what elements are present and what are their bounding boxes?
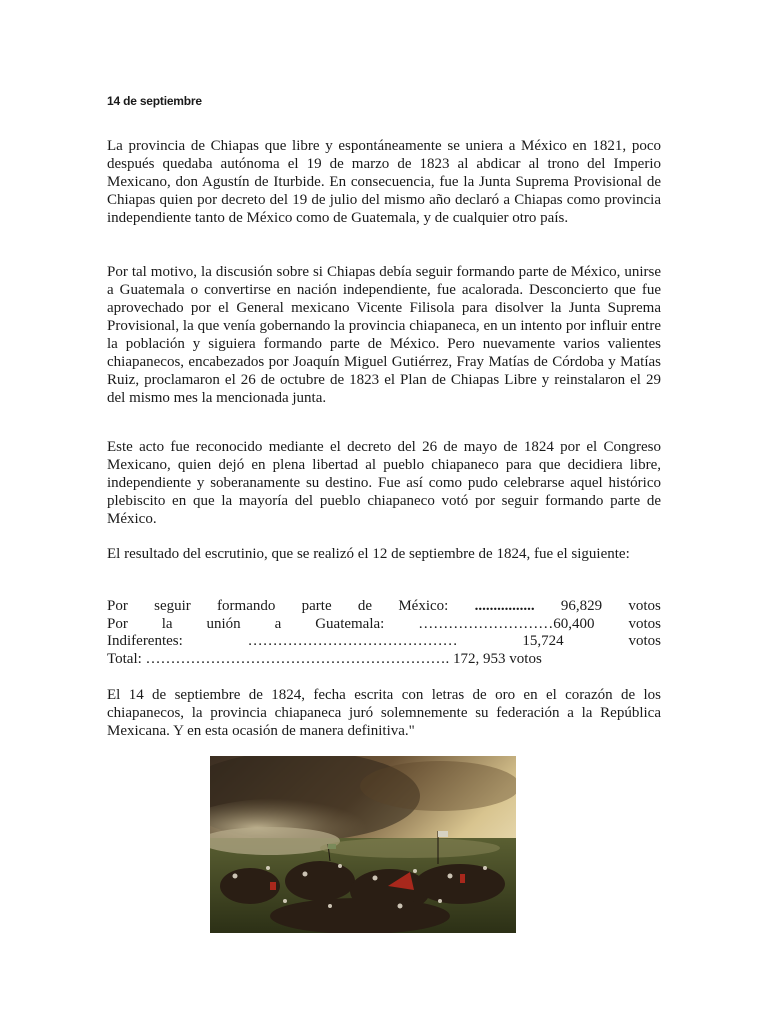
vote-word: Guatemala:	[315, 615, 385, 632]
vote-row-guatemala	[107, 616, 661, 634]
vote-word: a	[274, 615, 282, 632]
vote-word: la	[161, 615, 173, 632]
vote-word: Por	[107, 615, 128, 632]
paragraph-3: Este acto fue reconocido mediante el decreto del 26 de mayo de 1824 por el Congreso Mexicano, quien dejó en plena libertad al pueblo chiapaneco para que decidiera libre, independiente y soberanamente su destino. Fue así como pudo celebrarse aquel histórico plebiscito en que la mayoría del pueblo chiapaneco votó por seguir formando parte de México.	[107, 439, 661, 527]
vote-word: unión	[206, 615, 241, 632]
vote-row-total	[107, 651, 661, 669]
vote-unit: votos	[628, 615, 661, 632]
paragraph-4: El resultado del escrutinio, que se realizó el 12 de septiembre de 1824, fue el siguiente:	[107, 546, 630, 562]
vote-results	[107, 598, 661, 668]
battle-painting-image	[210, 756, 516, 933]
vote-word: Por	[107, 598, 128, 614]
paragraph-5: El 14 de septiembre de 1824, fecha escrita con letras de oro en el corazón de los chiapanecos, la provincia chiapaneca juró solemnemente su federación a la República Mexicana. Y en esta ocasión de manera definitiva."	[107, 687, 661, 739]
vote-word: Indiferentes:	[107, 633, 183, 649]
vote-count: ………………………60,400	[418, 615, 595, 632]
vote-unit: votos	[628, 598, 661, 614]
vote-dots: ................	[474, 598, 535, 614]
vote-word: seguir	[154, 598, 191, 614]
vote-row-mexico	[107, 598, 661, 616]
vote-word: México:	[398, 598, 449, 614]
date-heading: 14 de septiembre	[107, 94, 202, 108]
vote-unit: votos	[628, 633, 661, 649]
paragraph-2: Por tal motivo, la discusión sobre si Chiapas debía seguir formando parte de México, unirse a Guatemala o convertirse en nación independiente, fue acalorada. Desconcierto que fue aprovechado por el General mexicano Vicente Filisola para disolver la Junta Suprema Provisional, la que venía gobernando la provincia chiapaneca, en un intento por influir entre la población y siguiera formando parte de México. Pero nuevamente varios valientes chiapanecos, encabezados por Joaquín Miguel Gutiérrez, Fray Matías de Córdoba y Matías Ruiz, proclamaron el 26 de octubre de 1823 el Plan de Chiapas Libre y reinstalaron el 29 del mismo mes la mencionada junta.	[107, 264, 661, 406]
paragraph-1: La provincia de Chiapas que libre y espontáneamente se uniera a México en 1821, poco después quedaba autónoma el 19 de marzo de 1823 al abdicar al trono del Imperio Mexicano, don Agustín de Iturbide. En consecuencia, fue la Junta Suprema Provisional de Chiapas quien por decreto del 19 de julio del mismo año declaró a Chiapas como provincia independiente tanto de México como de Guatemala, y de cualquier otro país.	[107, 138, 661, 226]
vote-count: 96,829	[560, 598, 603, 614]
vote-total: Total: ……………………………………………………. 172, 953 votos	[107, 650, 542, 667]
vote-row-indiferentes	[107, 633, 661, 651]
vote-dots: ……………………………………	[247, 633, 458, 649]
vote-count: 15,724	[522, 633, 564, 649]
vote-word: formando	[217, 598, 276, 614]
vote-word: parte	[301, 598, 332, 614]
vote-word: de	[357, 598, 373, 614]
